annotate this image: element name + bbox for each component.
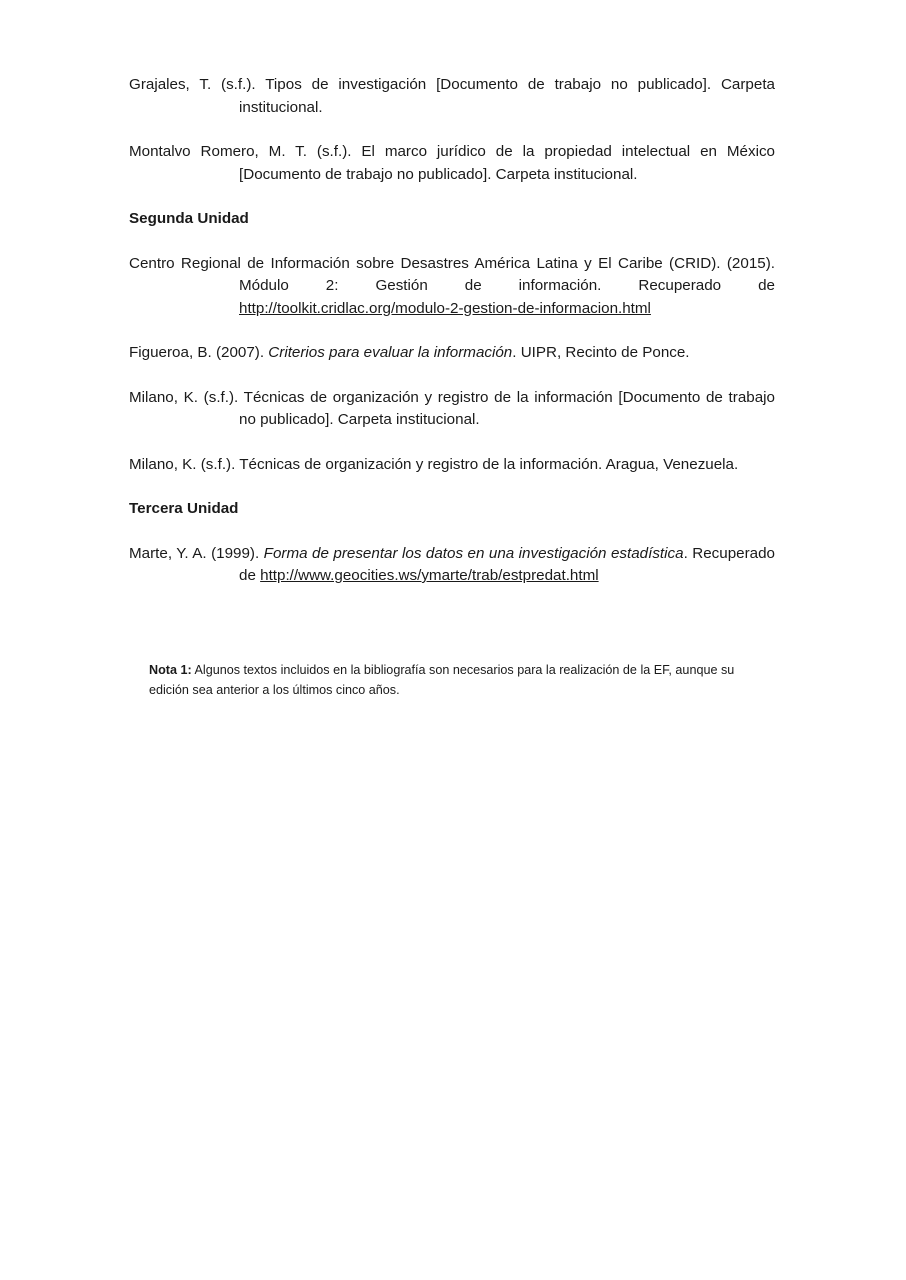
- reference-text: Grajales, T. (s.f.). Tipos de investigación [Documento de trabajo no publicado]. Carpeta institucional.: [129, 76, 775, 116]
- reference-title: Forma de presentar los datos en una investigación estadística: [263, 544, 684, 562]
- reference-milano-1: [129, 387, 775, 432]
- note-label: Nota 1:: [149, 663, 192, 677]
- bibliography: [129, 74, 775, 610]
- section-heading-segunda-unidad: Segunda Unidad: [129, 210, 249, 227]
- reference-milano-2: [129, 454, 775, 477]
- reference-figueroa: [129, 342, 775, 365]
- reference-text: Montalvo Romero, M. T. (s.f.). El marco jurídico de la propiedad intelectual en México [Documento de trabajo no publicado]. Carpeta institucional.: [129, 143, 775, 183]
- reference-marte: [129, 543, 775, 588]
- footnote: [149, 661, 749, 700]
- reference-text: Milano, K. (s.f.). Técnicas de organización y registro de la información. Aragua, Venezuela.: [129, 455, 739, 473]
- reference-text: Milano, K. (s.f.). Técnicas de organización y registro de la información [Documento de trabajo no publicado]. Carpeta institucional.: [129, 388, 775, 428]
- reference-link[interactable]: http://toolkit.cridlac.org/modulo-2-gestion-de-informacion.html: [239, 299, 651, 317]
- reference-title: Criterios para evaluar la información: [268, 344, 513, 361]
- reference-montalvo: [129, 141, 775, 186]
- reference-link[interactable]: http://www.geocities.ws/ymarte/trab/estpredat.html: [260, 567, 599, 584]
- reference-grajales: [129, 74, 775, 119]
- reference-text: . Recuperado de: [239, 544, 775, 584]
- reference-text: Marte, Y. A. (1999).: [129, 544, 264, 562]
- section-heading-tercera-unidad: Tercera Unidad: [129, 500, 239, 517]
- reference-text: Centro Regional de Información sobre Desastres América Latina y El Caribe (CRID). (2015). Módulo 2: Gestión de información. Recuperado de: [129, 254, 775, 294]
- reference-text: Figueroa, B. (2007).: [129, 344, 269, 361]
- reference-crid: [129, 253, 775, 321]
- reference-text: . UIPR, Recinto de Ponce.: [512, 344, 690, 361]
- note-text: Algunos textos incluidos en la bibliografía son necesarios para la realización de la EF, aunque su edición sea anterior a los últimos cinco años.: [149, 663, 735, 697]
